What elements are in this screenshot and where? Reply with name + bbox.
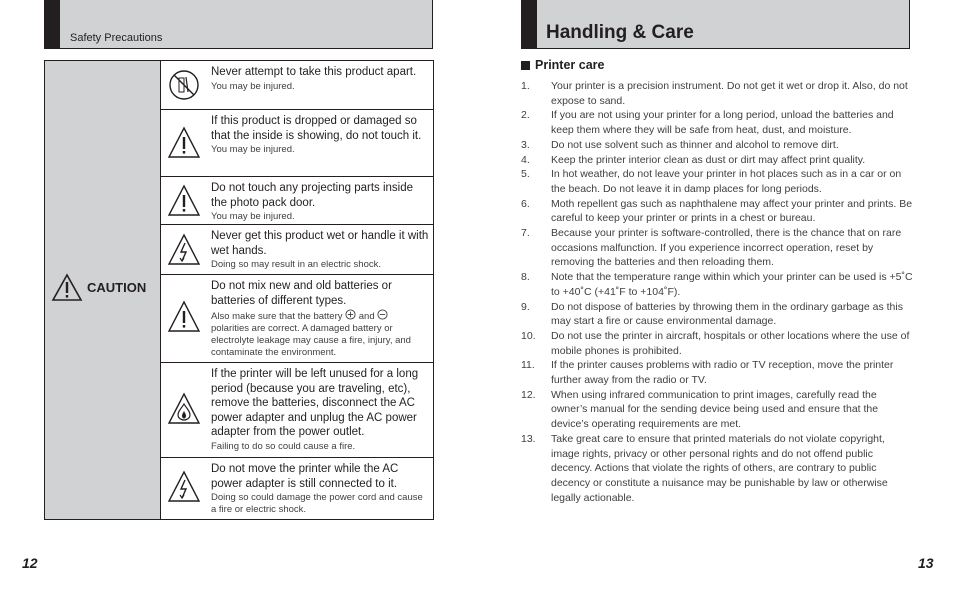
page-title: Handling & Care — [546, 22, 694, 43]
section-title: Safety Precautions — [70, 32, 163, 44]
item-number: 5. — [521, 168, 530, 181]
item-text: Because your printer is software-controlled, there is the chance that on rare occasions malfunction. If you experience incorrect operation, reset by removing the batteries and then reloading them. — [551, 227, 902, 269]
caution-consequence: You may be injured. — [211, 144, 295, 155]
item-number: 9. — [521, 300, 530, 313]
item-number: 7. — [521, 227, 530, 240]
caution-consequence: You may be injured. — [211, 80, 295, 92]
list-item — [521, 153, 913, 168]
warning-icon — [51, 273, 83, 302]
item-number: 2. — [521, 109, 530, 122]
caution-consequence: You may be injured. — [211, 211, 295, 222]
fire-icon — [167, 392, 201, 426]
warning-icon — [167, 126, 201, 160]
list-item — [521, 388, 913, 432]
list-item — [521, 79, 913, 108]
square-bullet-icon — [521, 61, 530, 70]
consequence-part: Also make sure that the battery — [211, 311, 346, 322]
list-item — [521, 329, 913, 358]
item-text: In hot weather, do not leave your printer in hot places such as in a car or on the beach. Do not leave it in damp places for long periods. — [551, 168, 902, 195]
caution-row — [161, 275, 434, 363]
list-item — [521, 300, 913, 329]
list-item — [521, 270, 913, 299]
list-item — [521, 108, 913, 137]
list-item — [521, 432, 913, 506]
caution-text: If the printer will be left unused for a long period (because you are traveling, etc), remove the batteries, disconnect the AC power adapter and unplug the AC power adapter from the power outlet. — [211, 368, 419, 438]
caution-row — [161, 61, 434, 110]
item-number: 12. — [521, 388, 536, 401]
caution-consequence — [211, 309, 430, 359]
item-number: 10. — [521, 329, 536, 342]
list-item — [521, 167, 913, 196]
plus-terminal-icon — [345, 309, 356, 320]
page-number-left: 12 — [22, 555, 38, 571]
caution-row — [161, 110, 434, 177]
caution-row — [161, 458, 434, 520]
subsection-heading — [521, 58, 604, 72]
warning-icon — [167, 184, 201, 218]
list-item — [521, 138, 913, 153]
item-number: 3. — [521, 138, 530, 151]
item-text: Take great care to ensure that printed materials do not violate copyright, image rights, privacy or other personal rights and do not offend public decency. Actions that violate the rights of others, are contrary to public decency or constitute a nuisance may be punishable by law or otherwise legally actionable. — [551, 432, 888, 504]
caution-text: Do not mix new and old batteries or batteries of different types. — [211, 280, 392, 307]
item-text: When using infrared communication to print images, carefully read the owner’s manual for the sending device being used and ensure that the device’s operating requirements are met. — [551, 388, 879, 431]
caution-text: Do not move the printer while the AC power adapter is still connected to it. — [211, 463, 399, 490]
care-list — [521, 79, 913, 505]
item-number: 4. — [521, 153, 530, 166]
right-header-bar — [521, 0, 910, 49]
list-item — [521, 197, 913, 226]
no-disassembly-icon — [167, 68, 201, 102]
warning-icon — [167, 300, 201, 334]
item-text: If you are not using your printer for a long period, unload the batteries and keep them where they will be safe from heat, dust, and moisture. — [551, 109, 894, 137]
caution-heading — [51, 273, 146, 302]
item-number: 13. — [521, 432, 536, 445]
item-text: Do not use solvent such as thinner and alcohol to remove dirt. — [551, 138, 839, 151]
item-text: Keep the printer interior clean as dust or dirt may affect print quality. — [551, 153, 866, 166]
caution-row — [161, 363, 434, 458]
item-text: Do not use the printer in aircraft, hospitals or other locations where the use of mobile phones is prohibited. — [551, 329, 910, 357]
caution-text: Never attempt to take this product apart. — [211, 66, 417, 78]
consequence-part: and — [356, 311, 378, 322]
caution-consequence: Failing to do so could cause a fire. — [211, 440, 356, 452]
caution-consequence: Doing so could damage the power cord and cause a fire or electric shock. — [211, 492, 423, 515]
left-header-bar — [44, 0, 433, 49]
list-item — [521, 358, 913, 387]
item-number: 8. — [521, 271, 530, 284]
item-number: 11. — [521, 359, 535, 372]
caution-column — [45, 61, 161, 519]
caution-label: CAUTION — [87, 280, 147, 295]
caution-row — [161, 177, 434, 225]
caution-consequence: Doing so may result in an electric shock. — [211, 259, 382, 270]
item-number: 6. — [521, 197, 530, 210]
minus-terminal-icon — [377, 309, 388, 320]
consequence-part: polarities are correct. A damaged battery or electrolyte leakage may cause a fire, injury, and contaminate the environment. — [211, 323, 411, 358]
item-text: Your printer is a precision instrument. Do not get it wet or drop it. Also, do not expose to sand. — [551, 80, 908, 107]
caution-text: Do not touch any projecting parts inside the photo pack door. — [211, 182, 414, 209]
caution-table — [44, 60, 434, 520]
item-number: 1. — [521, 80, 530, 92]
item-text: Note that the temperature range within which your printer can be used is +5˚C to +40˚C (+41˚F to +104˚F). — [551, 271, 913, 298]
caution-text: Never get this product wet or handle it with wet hands. — [211, 230, 429, 257]
electric-shock-icon — [167, 233, 201, 267]
list-item — [521, 226, 913, 270]
caution-text: If this product is dropped or damaged so that the inside is showing, do not touch it. — [211, 115, 422, 142]
electric-shock-icon — [167, 470, 201, 504]
caution-row — [161, 225, 434, 275]
item-text: If the printer causes problems with radio or TV reception, move the printer further away from the radio or TV. — [551, 359, 894, 387]
item-text: Do not dispose of batteries by throwing them in the ordinary garbage as this may start a fire or cause environmental damage. — [551, 300, 903, 328]
subsection-title: Printer care — [535, 58, 605, 72]
item-text: Moth repellent gas such as naphthalene may affect your printer and prints. Be careful to keep your printer or prints in a chest or bureau. — [551, 197, 913, 225]
page-number-right: 13 — [918, 555, 934, 571]
